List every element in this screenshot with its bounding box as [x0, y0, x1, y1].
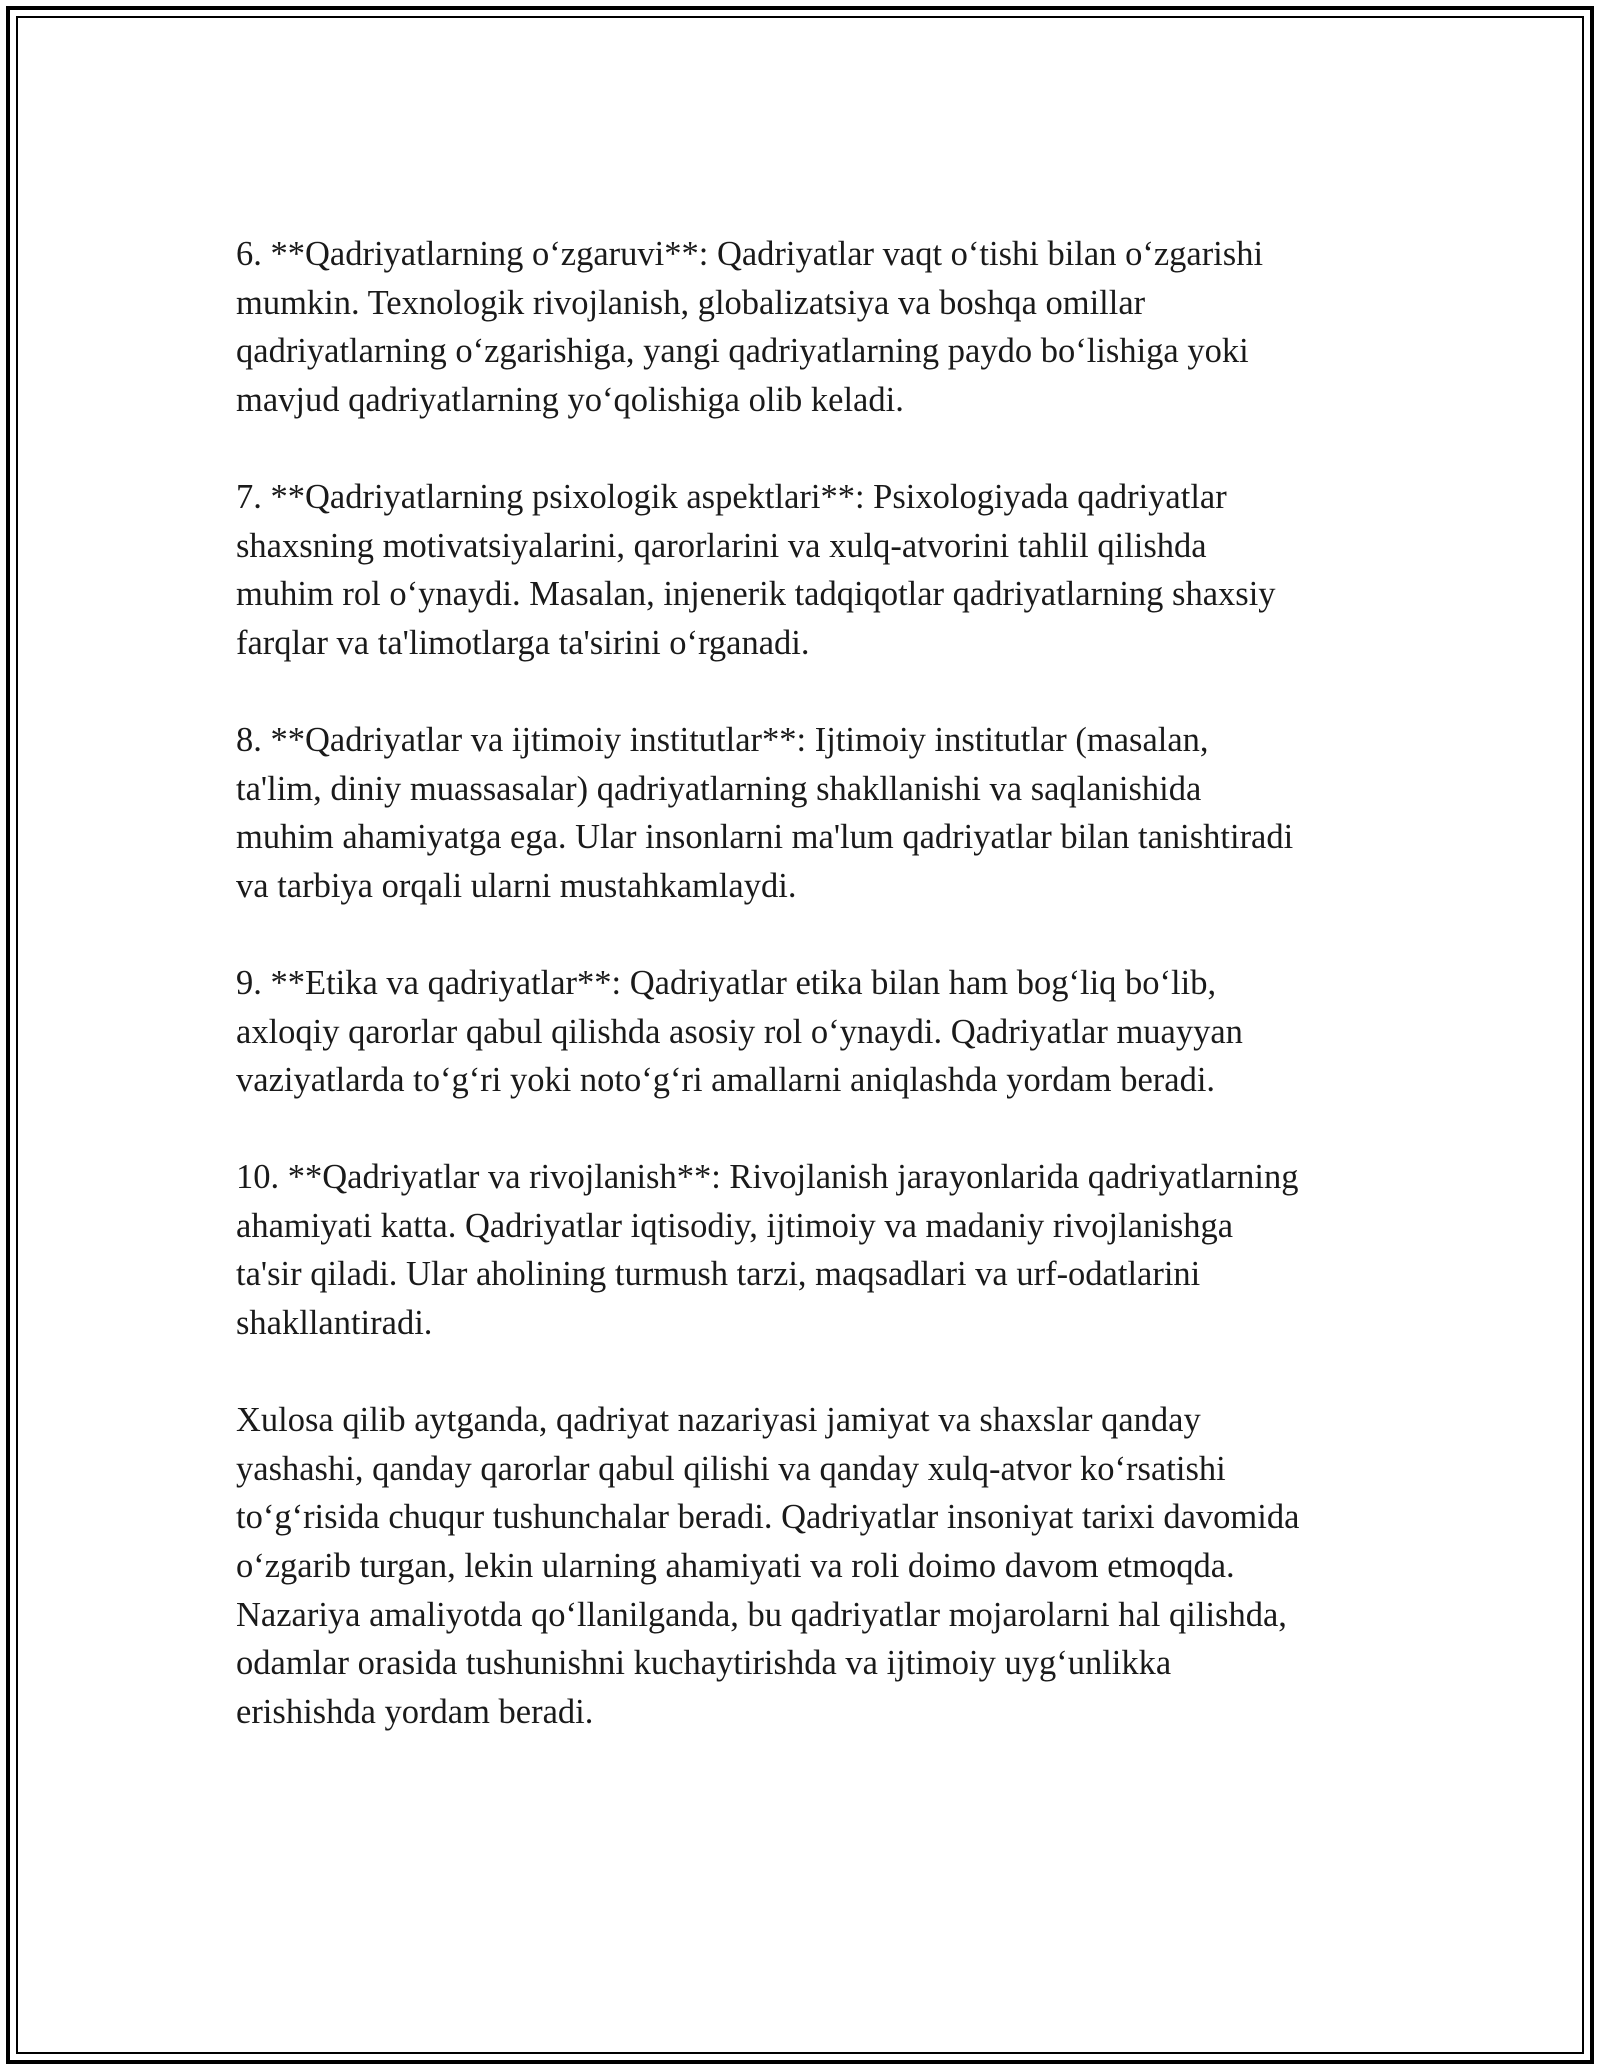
text-line: Xulosa qilib aytganda, qadriyat nazariyasi jamiyat va shaxslar qanday	[236, 1401, 1201, 1440]
paragraph-conclusion	[236, 1396, 1386, 1736]
text-line: mumkin. Texnologik rivojlanish, globalizatsiya va boshqa omillar	[236, 283, 1146, 322]
text-line: o‘zgarib turgan, lekin ularning ahamiyati va roli doimo davom etmoqda.	[236, 1547, 1235, 1586]
text-line: 7. **Qadriyatlarning psixologik aspektlari**: Psixologiyada qadriyatlar	[236, 477, 1227, 516]
text-line: erishishda yordam beradi.	[236, 1692, 594, 1731]
text-line: yashashi, qanday qarorlar qabul qilishi va qanday xulq-atvor ko‘rsatishi	[236, 1449, 1226, 1488]
text-line: odamlar orasida tushunishni kuchaytirishda va ijtimoiy uyg‘unlikka	[236, 1644, 1172, 1683]
text-line: to‘g‘risida chuqur tushunchalar beradi. Qadriyatlar insoniyat tarixi davomida	[236, 1498, 1300, 1537]
paragraph-10	[236, 1153, 1386, 1347]
paragraph-7	[236, 473, 1386, 667]
text-line: ta'sir qiladi. Ular aholining turmush tarzi, maqsadlari va urf-odatlarini	[236, 1255, 1201, 1294]
paragraph-6	[236, 230, 1386, 424]
document-body	[236, 230, 1386, 1785]
text-line: 10. **Qadriyatlar va rivojlanish**: Rivojlanish jarayonlarida qadriyatlarning	[236, 1158, 1299, 1197]
text-line: vaziyatlarda to‘g‘ri yoki noto‘g‘ri amallarni aniqlashda yordam beradi.	[236, 1061, 1216, 1100]
paragraph-8	[236, 716, 1386, 910]
text-line: ahamiyati katta. Qadriyatlar iqtisodiy, ijtimoiy va madaniy rivojlanishga	[236, 1206, 1234, 1245]
text-line: axloqiy qarorlar qabul qilishda asosiy rol o‘ynaydi. Qadriyatlar muayyan	[236, 1012, 1243, 1051]
text-line: Nazariya amaliyotda qo‘llanilganda, bu qadriyatlar mojarolarni hal qilishda,	[236, 1595, 1287, 1634]
text-line: 8. **Qadriyatlar va ijtimoiy institutlar**: Ijtimoiy institutlar (masalan,	[236, 720, 1209, 759]
text-line: mavjud qadriyatlarning yo‘qolishiga olib keladi.	[236, 380, 904, 419]
text-line: shakllantiradi.	[236, 1304, 433, 1343]
text-line: farqlar va ta'limotlarga ta'sirini o‘rganadi.	[236, 623, 810, 662]
text-line: ta'lim, diniy muassasalar) qadriyatlarning shakllanishi va saqlanishida	[236, 769, 1202, 808]
text-line: 9. **Etika va qadriyatlar**: Qadriyatlar etika bilan ham bog‘liq bo‘lib,	[236, 963, 1217, 1002]
text-line: 6. **Qadriyatlarning o‘zgaruvi**: Qadriyatlar vaqt o‘tishi bilan o‘zgarishi	[236, 235, 1264, 273]
text-line: shaxsning motivatsiyalarini, qarorlarini va xulq-atvorini tahlil qilishda	[236, 526, 1207, 565]
paragraph-9	[236, 959, 1386, 1105]
text-line: qadriyatlarning o‘zgarishiga, yangi qadriyatlarning paydo bo‘lishiga yoki	[236, 332, 1249, 371]
text-line: va tarbiya orqali ularni mustahkamlaydi.	[236, 866, 797, 905]
text-line: muhim rol o‘ynaydi. Masalan, injenerik tadqiqotlar qadriyatlarning shaxsiy	[236, 575, 1276, 614]
text-line: muhim ahamiyatga ega. Ular insonlarni ma'lum qadriyatlar bilan tanishtiradi	[236, 818, 1294, 857]
